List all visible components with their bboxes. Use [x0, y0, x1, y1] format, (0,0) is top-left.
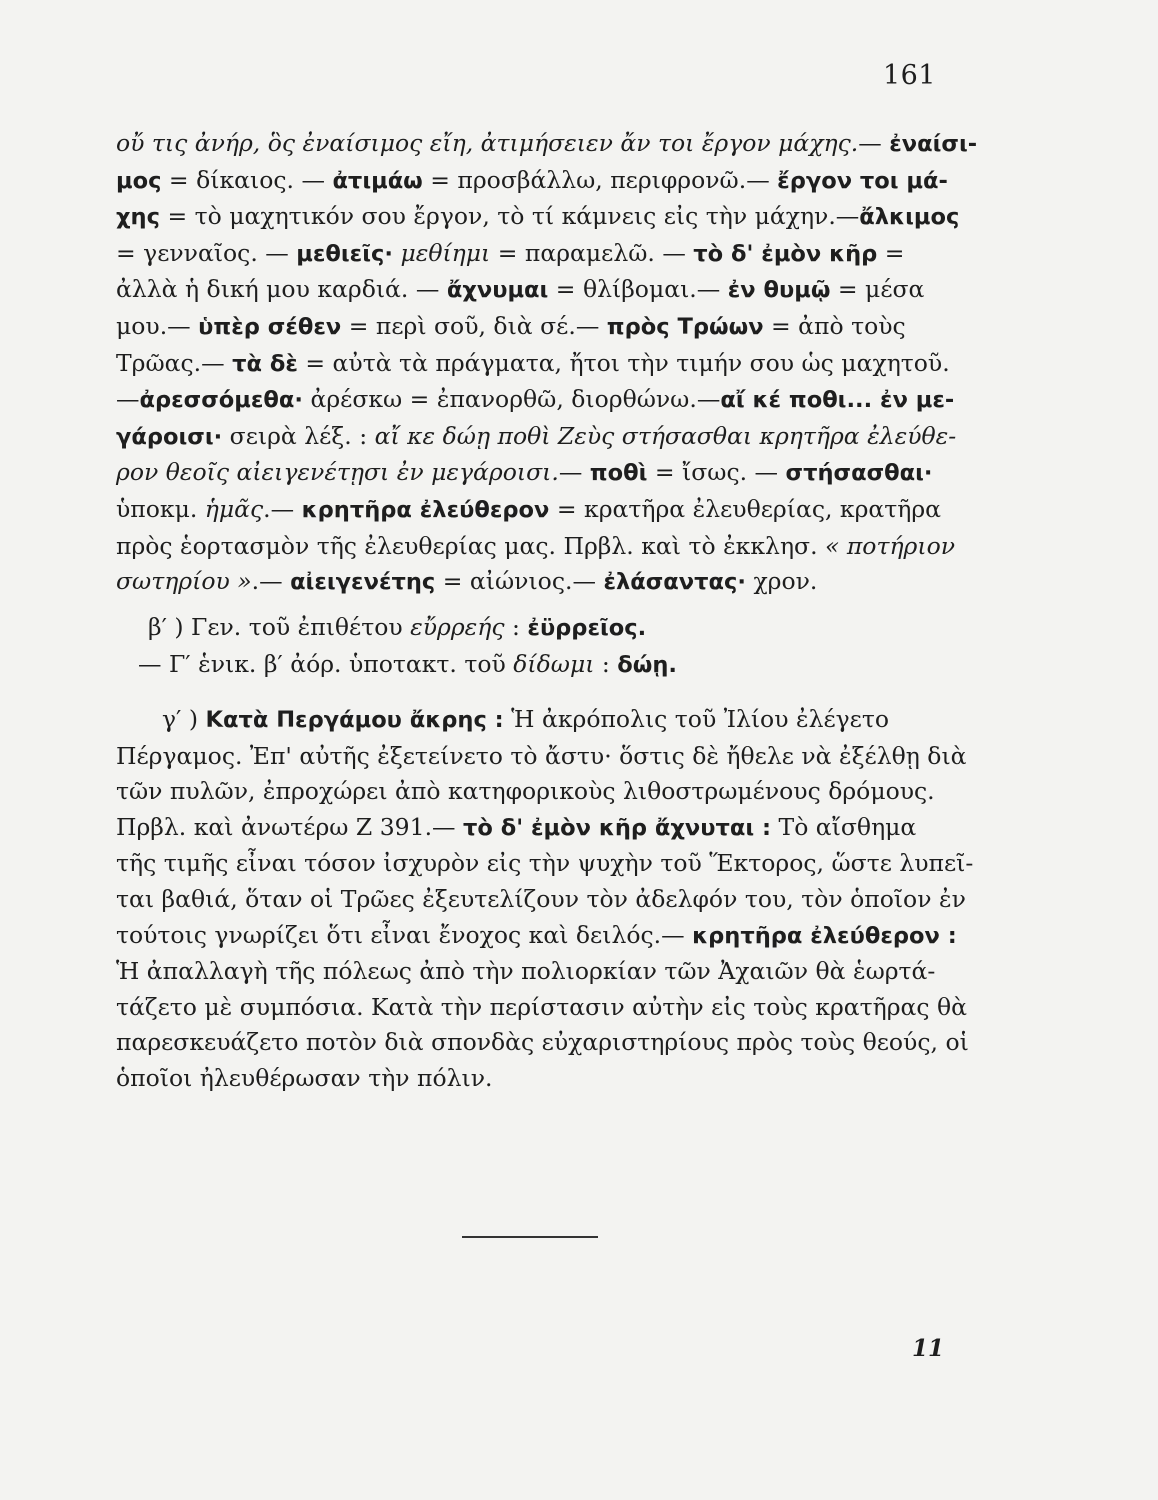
lemma-term: ἄχνυμαι	[446, 277, 549, 304]
text-line	[116, 610, 946, 647]
text-line	[116, 810, 946, 847]
text-run: .—	[251, 567, 291, 596]
text-line	[116, 1061, 946, 1097]
text-run: = ἴσως. —	[647, 458, 786, 487]
lemma-term: στήσασθαι·	[785, 460, 933, 487]
lemma-term: ἀτιμάω	[332, 167, 423, 194]
text-run: —	[116, 385, 140, 414]
text-line	[116, 702, 946, 739]
quoted-text: εὔρρεής	[410, 613, 505, 641]
lemma-term: ἐν θυμῷ	[727, 277, 831, 304]
quoted-text: σωτηρίου »	[116, 567, 252, 596]
quoted-text: ρον θεοῖς αἰειγενέτῃσι ἐν μεγάροισι.	[116, 458, 559, 487]
lemma-term: τὸ δ' ἐμὸν κῆρ ἄχνυται :	[463, 814, 772, 841]
text-run: — Γ′ ἑνικ. β′ ἀόρ. ὑποτακτ. τοῦ	[138, 649, 514, 678]
text-line	[116, 419, 957, 456]
text-run: Ἡ ἀκρόπολις τοῦ Ἰλίου ἐλέγετο	[503, 705, 890, 733]
text-run: = γενναῖος. —	[116, 238, 297, 267]
text-run: .—	[263, 494, 302, 523]
text-line	[116, 492, 946, 529]
lemma-term: χης	[116, 204, 160, 231]
lemma-term: γάροισι·	[116, 423, 223, 450]
text-run: Πρβλ. καὶ ἀνωτέρω Ζ 391.—	[116, 812, 464, 841]
text-line	[116, 1025, 969, 1061]
text-run: μου.—	[116, 311, 199, 340]
text-run: τάζετο μὲ συμπόσια. Κατὰ τὴν περίστασιν αὐτὴν εἰς τοὺς κρατῆρας θὰ	[116, 992, 968, 1021]
text-run: παρεσκευάζετο ποτὸν διὰ σπονδὰς εὐχαριστηρίους πρὸς τοὺς θεούς, οἱ	[116, 1028, 969, 1057]
lemma-term: ἐϋρρεῖος.	[527, 615, 647, 641]
text-line	[116, 455, 946, 492]
lemma-term: ἐναίσι-	[889, 131, 978, 157]
commentary-paragraph-2	[116, 610, 946, 683]
text-run: Τὸ αἴσθημα	[771, 812, 917, 841]
text-run: πρὸς ἑορτασμὸν τῆς ἐλευθερίας μας. Πρβλ. καὶ τὸ ἐκκλησ.	[116, 531, 826, 560]
page-number: 161	[882, 60, 936, 91]
quoted-text: « ποτήριον	[825, 531, 955, 560]
text-run: = τὸ μαχητικόν σου ἔργον, τὸ τί κάμνεις εἰς τὴν μάχην.—	[159, 202, 860, 231]
text-run: :	[504, 613, 528, 641]
text-run: ται βαθιά, ὅταν οἱ Τρῶες ἐξευτελίζουν τὸν ἀδελφόν του, τὸν ὁποῖον ἐν	[116, 884, 966, 913]
lemma-term: δώῃ.	[617, 651, 677, 678]
section-divider	[462, 1236, 598, 1238]
lemma-term: κρητῆρα ἐλεύθερον :	[692, 922, 957, 949]
lemma-term: ὑπὲρ σέθεν	[198, 313, 342, 340]
text-line	[116, 163, 946, 200]
quoted-text: δίδωμι	[513, 649, 595, 678]
text-run: = αὐτὰ τὰ πράγματα, ἤτοι τὴν τιμήν σου ὡς μαχητοῦ.	[297, 348, 950, 377]
text-run: Ἡ ἀπαλλαγὴ τῆς πόλεως ἀπὸ τὴν πολιορκίαν τῶν Ἀχαιῶν θὰ ἑωρτά-	[116, 957, 936, 986]
text-run: = μέσα	[830, 275, 925, 304]
lemma-term: μεθιεῖς·	[296, 240, 393, 267]
lemma-term: πρὸς Τρώων	[606, 313, 764, 340]
text-run: τῶν πυλῶν, ἐπροχώρει ἀπὸ κατηφορικοὺς λιθοστρωμένους δρόμους.	[116, 777, 935, 806]
quoted-text: οὔ τις ἀνήρ, ὃς ἐναίσιμος εἴη, ἀτιμήσειεν ἄν τοι ἔργον μάχης.	[116, 129, 859, 157]
text-line	[116, 346, 950, 383]
lemma-term: ἄλκιμος	[859, 204, 960, 231]
lemma-term: ποθὶ	[589, 460, 648, 487]
text-run: —	[858, 129, 890, 157]
text-line	[116, 199, 960, 236]
text-line	[116, 739, 967, 775]
text-run: ὑποκμ.	[116, 494, 205, 523]
quoted-text: ἡμᾶς	[204, 494, 264, 523]
text-run: τούτοις γνωρίζει ὅτι εἶναι ἔνοχος καὶ δειλός.—	[116, 920, 693, 949]
text-run: = προσβάλλω, περιφρονῶ.—	[422, 165, 778, 194]
text-run: ἀλλὰ ἡ δική μου καρδιά. —	[116, 275, 447, 304]
lemma-term: ἔργον τοι μά-	[777, 167, 948, 194]
commentary-paragraph-1	[116, 126, 978, 601]
text-run: Τρῶας.—	[116, 348, 233, 377]
text-run: = θλίβομαι.—	[548, 275, 728, 304]
text-line	[116, 882, 966, 918]
lemma-term: αἴ κέ ποθι... ἐν με-	[720, 387, 955, 414]
text-run: τῆς τιμῆς εἶναι τόσον ἰσχυρὸν εἰς τὴν ψυχὴν τοῦ Ἕκτορος, ὥστε λυπεῖ-	[116, 849, 974, 878]
lemma-term: κρητῆρα ἐλεύθερον	[301, 496, 550, 523]
text-line	[116, 564, 946, 601]
lemma-term: τὸ δ' ἐμὸν κῆρ	[693, 240, 878, 267]
text-run: =	[877, 238, 905, 267]
text-line	[116, 236, 946, 273]
text-run: :	[594, 649, 618, 678]
text-run: σειρὰ λέξ. :	[222, 421, 375, 450]
text-run: ὁποῖοι ἠλευθέρωσαν τὴν πόλιν.	[116, 1063, 493, 1092]
quoted-text: μεθίημι	[400, 238, 491, 267]
text-run: = αἰώνιος.—	[435, 567, 604, 596]
lemma-term: τὰ δὲ	[232, 350, 298, 377]
text-line	[116, 846, 974, 882]
text-run: = δίκαιος. —	[161, 165, 333, 194]
lemma-term: ἐλάσαντας·	[603, 569, 746, 596]
lemma-term: ἀρεσσόμεθα·	[139, 387, 303, 414]
text-run: χρον.	[745, 567, 818, 596]
text-line	[116, 309, 946, 346]
lemma-term: μος	[116, 167, 162, 194]
text-line	[116, 126, 978, 163]
text-run: Πέργαμος. Ἐπ' αὐτῆς ἐξετείνετο τὸ ἄστυ· ὅστις δὲ ἤθελε νὰ ἐξέλθῃ διὰ	[116, 741, 967, 770]
lemma-term: Κατὰ Περγάμου ἄκρης :	[205, 707, 504, 733]
quoted-text: αἴ κε δώῃ ποθὶ Ζεὺς στήσασθαι κρητῆρα ἐλεύθε-	[374, 421, 957, 450]
text-run: = κρατῆρα ἐλευθερίας, κρατῆρα	[549, 494, 942, 523]
text-line	[116, 272, 946, 309]
text-run: = παραμελῶ. —	[490, 238, 694, 267]
text-line	[116, 529, 955, 565]
text-line	[116, 954, 946, 990]
text-run: = ἀπὸ τοὺς	[763, 311, 906, 340]
text-line	[116, 647, 946, 684]
text-line	[116, 990, 968, 1026]
text-line	[116, 774, 946, 810]
commentary-paragraph-3	[116, 702, 974, 1097]
text-line	[116, 382, 955, 419]
text-run: = περὶ σοῦ, διὰ σέ.—	[341, 311, 607, 340]
text-line	[116, 918, 957, 955]
text-run: ἀρέσκω = ἐπανορθῶ, διορθώνω.—	[302, 385, 721, 414]
text-run: —	[558, 458, 590, 487]
text-run: β′ ) Γεν. τοῦ ἐπιθέτου	[148, 613, 411, 641]
text-run: γ′ )	[162, 705, 206, 733]
lemma-term: αἰειγενέτης	[290, 569, 436, 596]
printer-signature-mark: 11	[911, 1335, 944, 1362]
